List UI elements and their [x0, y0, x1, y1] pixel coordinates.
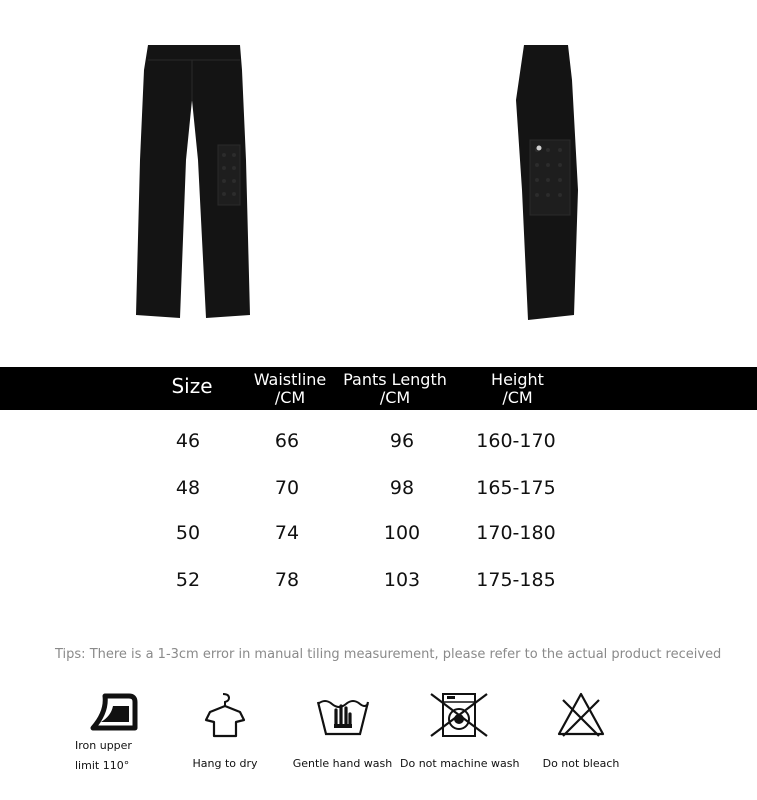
cell-pants-length: 103 — [383, 569, 421, 591]
table-row — [0, 477, 757, 507]
care-label: Do not machine wash — [400, 757, 520, 770]
cell-pants-length: 100 — [383, 522, 421, 544]
cell-waistline: 66 — [274, 430, 300, 452]
header-height — [470, 371, 565, 407]
cell-height: 165-175 — [476, 477, 556, 499]
header-height-label: Height — [491, 370, 544, 389]
care-label: Gentle hand wash — [292, 757, 393, 770]
header-height-unit: /CM — [502, 388, 533, 407]
cell-waistline: 74 — [274, 522, 300, 544]
table-row — [0, 569, 757, 599]
header-pants-length — [340, 371, 450, 407]
hang-dry-icon — [202, 690, 248, 740]
care-label: Iron upper — [75, 739, 132, 752]
header-waistline-label: Waistline — [253, 370, 327, 389]
table-row — [0, 522, 757, 552]
header-pants-length-label: Pants Length — [343, 370, 447, 389]
cell-waistline: 78 — [274, 569, 300, 591]
header-size-label: Size — [171, 374, 213, 398]
table-header — [0, 367, 757, 410]
cell-waistline: 70 — [274, 477, 300, 499]
no-machine-wash-icon — [427, 690, 491, 740]
hand-wash-icon — [314, 690, 372, 740]
care-item-hang-dry — [185, 690, 265, 774]
cell-height: 160-170 — [476, 430, 556, 452]
iron-icon — [83, 690, 143, 736]
cell-size: 50 — [175, 522, 201, 544]
cell-height: 175-185 — [476, 569, 556, 591]
care-label: Hang to dry — [192, 757, 258, 770]
header-waistline — [245, 371, 335, 407]
pants-side-view-image — [510, 40, 585, 325]
header-waistline-unit: /CM — [274, 388, 306, 407]
care-item-no-bleach — [536, 690, 626, 774]
care-label-line2: limit 110° — [75, 759, 130, 772]
header-pants-length-unit: /CM — [379, 388, 411, 407]
size-table — [0, 367, 757, 607]
table-row — [0, 430, 757, 460]
care-item-iron — [75, 690, 150, 776]
care-item-hand-wash — [290, 690, 395, 774]
no-bleach-icon — [555, 690, 607, 740]
cell-height: 170-180 — [476, 522, 556, 544]
cell-size: 48 — [175, 477, 201, 499]
cell-pants-length: 96 — [389, 430, 415, 452]
cell-size: 52 — [175, 569, 201, 591]
care-label: Do not bleach — [542, 757, 620, 770]
cell-pants-length: 98 — [389, 477, 415, 499]
pants-front-view-image — [130, 40, 255, 325]
cell-size: 46 — [175, 430, 201, 452]
header-size — [152, 374, 232, 398]
measurement-tips: Tips: There is a 1-3cm error in manual tiling measurement, please refer to the actual product received — [55, 647, 722, 662]
care-item-no-machine-wash — [400, 690, 518, 774]
